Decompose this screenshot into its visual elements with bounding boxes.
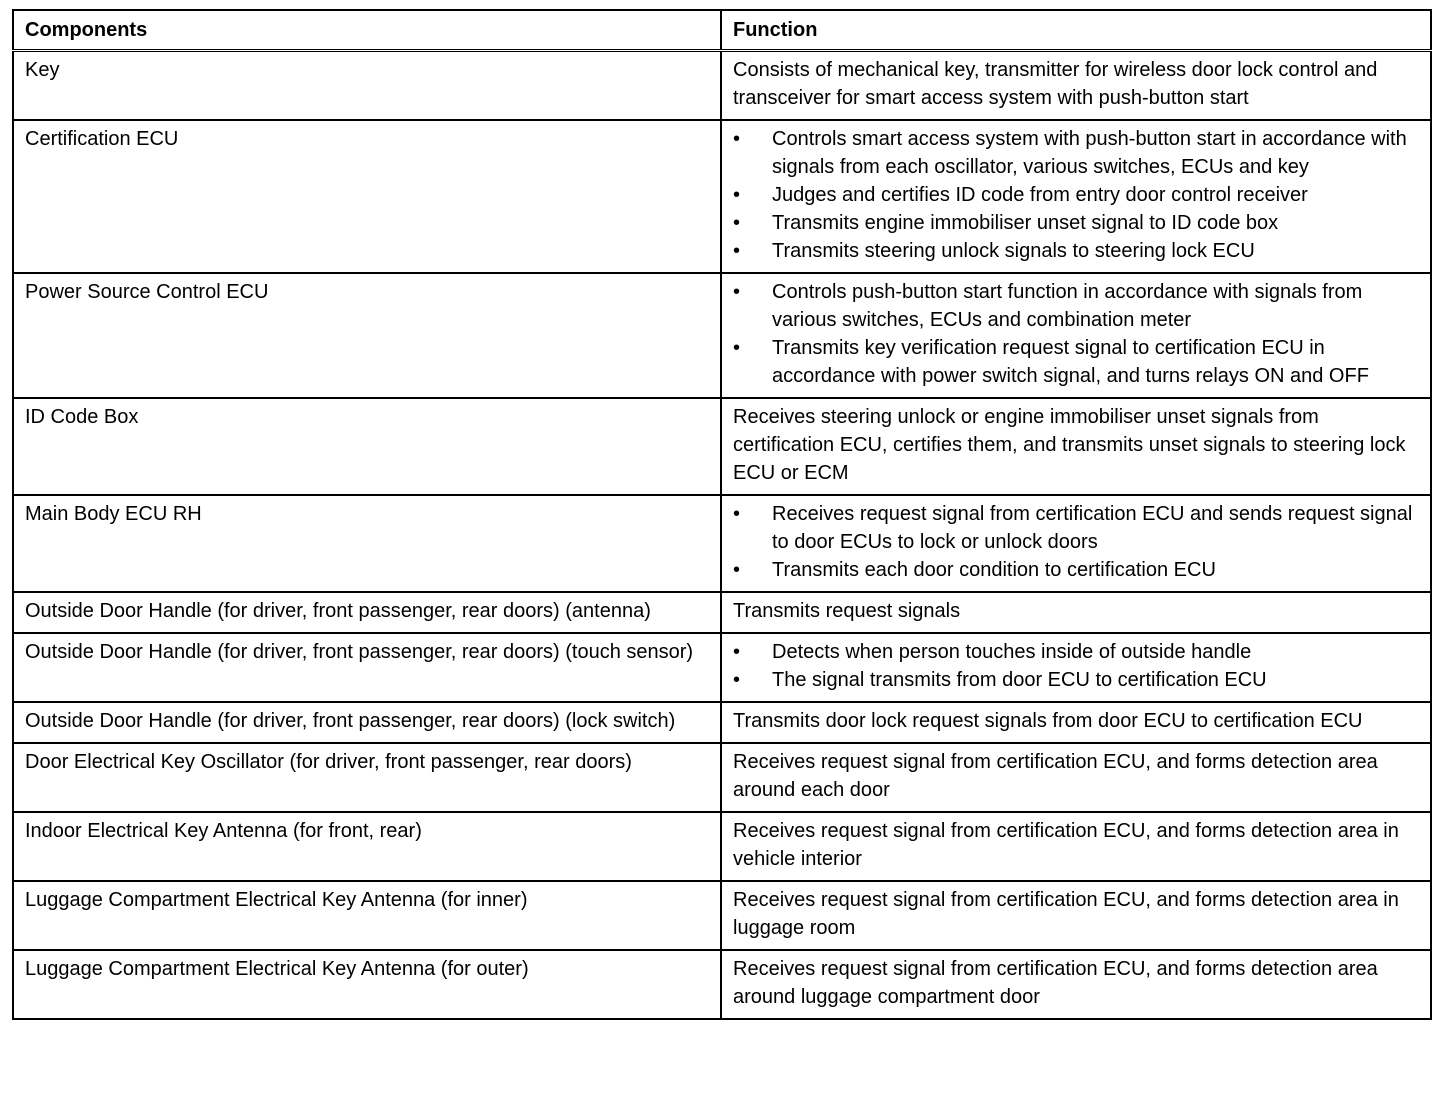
function-bullet-text: Transmits engine immobiliser unset signal to ID code box [772, 212, 1279, 234]
function-bullet-list [733, 278, 1420, 390]
function-cell: Receives request signal from certification ECU, and forms detection area around each door [721, 743, 1431, 812]
component-cell: Certification ECU [13, 120, 721, 273]
function-bullet-item [733, 181, 1420, 209]
function-cell: Transmits request signals [721, 592, 1431, 633]
table-row [13, 702, 1431, 743]
function-bullet-item [733, 209, 1420, 237]
component-cell: Outside Door Handle (for driver, front passenger, rear doors) (touch sensor) [13, 633, 721, 702]
bullet-dot-icon: • [733, 128, 741, 150]
function-bullet-text: The signal transmits from door ECU to certification ECU [772, 669, 1267, 691]
table-row [13, 273, 1431, 398]
function-bullet-text: Transmits each door condition to certification ECU [772, 559, 1216, 581]
component-cell: ID Code Box [13, 398, 721, 495]
component-cell: Power Source Control ECU [13, 273, 721, 398]
function-cell [721, 633, 1431, 702]
function-bullet-item [733, 278, 1420, 334]
table-row [13, 633, 1431, 702]
function-cell: Receives request signal from certification ECU, and forms detection area around luggage compartment door [721, 950, 1431, 1019]
table-row [13, 398, 1431, 495]
function-bullet-text: Detects when person touches inside of outside handle [772, 641, 1252, 663]
function-cell: Receives request signal from certification ECU, and forms detection area in luggage room [721, 881, 1431, 950]
table-row [13, 495, 1431, 592]
table-row [13, 743, 1431, 812]
bullet-dot-icon: • [733, 212, 741, 234]
table-row [13, 592, 1431, 633]
function-bullet-text: Transmits steering unlock signals to steering lock ECU [772, 240, 1255, 262]
component-cell: Door Electrical Key Oscillator (for driver, front passenger, rear doors) [13, 743, 721, 812]
table-header-row [13, 10, 1431, 51]
component-cell: Key [13, 51, 721, 121]
function-bullet-text: Transmits key verification request signal to certification ECU in accordance with power switch signal, and turns relays ON and OFF [772, 337, 1369, 387]
header-function: Function [721, 10, 1431, 51]
function-bullet-item [733, 556, 1420, 584]
components-function-table [12, 9, 1432, 1020]
component-cell: Outside Door Handle (for driver, front passenger, rear doors) (antenna) [13, 592, 721, 633]
table-body [13, 51, 1431, 1020]
component-cell: Luggage Compartment Electrical Key Antenna (for inner) [13, 881, 721, 950]
function-cell: Receives request signal from certification ECU, and forms detection area in vehicle interior [721, 812, 1431, 881]
function-cell: Consists of mechanical key, transmitter for wireless door lock control and transceiver for smart access system with push-button start [721, 51, 1431, 121]
function-cell [721, 273, 1431, 398]
table-row [13, 51, 1431, 121]
bullet-dot-icon: • [733, 240, 741, 262]
function-bullet-text: Controls push-button start function in accordance with signals from various switches, ECUs and combination meter [772, 281, 1363, 331]
function-cell: Receives steering unlock or engine immobiliser unset signals from certification ECU, certifies them, and transmits unset signals to steering lock ECU or ECM [721, 398, 1431, 495]
component-cell: Main Body ECU RH [13, 495, 721, 592]
function-bullet-list [733, 125, 1420, 265]
table-row [13, 812, 1431, 881]
bullet-dot-icon: • [733, 281, 741, 303]
bullet-dot-icon: • [733, 641, 741, 663]
function-bullet-item [733, 125, 1420, 181]
function-cell: Transmits door lock request signals from door ECU to certification ECU [721, 702, 1431, 743]
component-cell: Indoor Electrical Key Antenna (for front, rear) [13, 812, 721, 881]
function-cell [721, 120, 1431, 273]
document-page [12, 9, 1430, 1020]
function-bullet-text: Receives request signal from certification ECU and sends request signal to door ECUs to lock or unlock doors [772, 503, 1413, 553]
table-row [13, 950, 1431, 1019]
function-bullet-text: Controls smart access system with push-button start in accordance with signals from each oscillator, various switches, ECUs and key [772, 128, 1407, 178]
table-row [13, 881, 1431, 950]
function-bullet-item [733, 638, 1420, 666]
bullet-dot-icon: • [733, 337, 741, 359]
function-bullet-item [733, 666, 1420, 694]
function-bullet-item [733, 500, 1420, 556]
component-cell: Outside Door Handle (for driver, front passenger, rear doors) (lock switch) [13, 702, 721, 743]
bullet-dot-icon: • [733, 184, 741, 206]
function-bullet-item [733, 334, 1420, 390]
bullet-dot-icon: • [733, 559, 741, 581]
function-bullet-list [733, 500, 1420, 584]
header-components: Components [13, 10, 721, 51]
function-cell [721, 495, 1431, 592]
function-bullet-item [733, 237, 1420, 265]
function-bullet-text: Judges and certifies ID code from entry door control receiver [772, 184, 1308, 206]
function-bullet-list [733, 638, 1420, 694]
bullet-dot-icon: • [733, 669, 741, 691]
table-row [13, 120, 1431, 273]
component-cell: Luggage Compartment Electrical Key Antenna (for outer) [13, 950, 721, 1019]
bullet-dot-icon: • [733, 503, 741, 525]
